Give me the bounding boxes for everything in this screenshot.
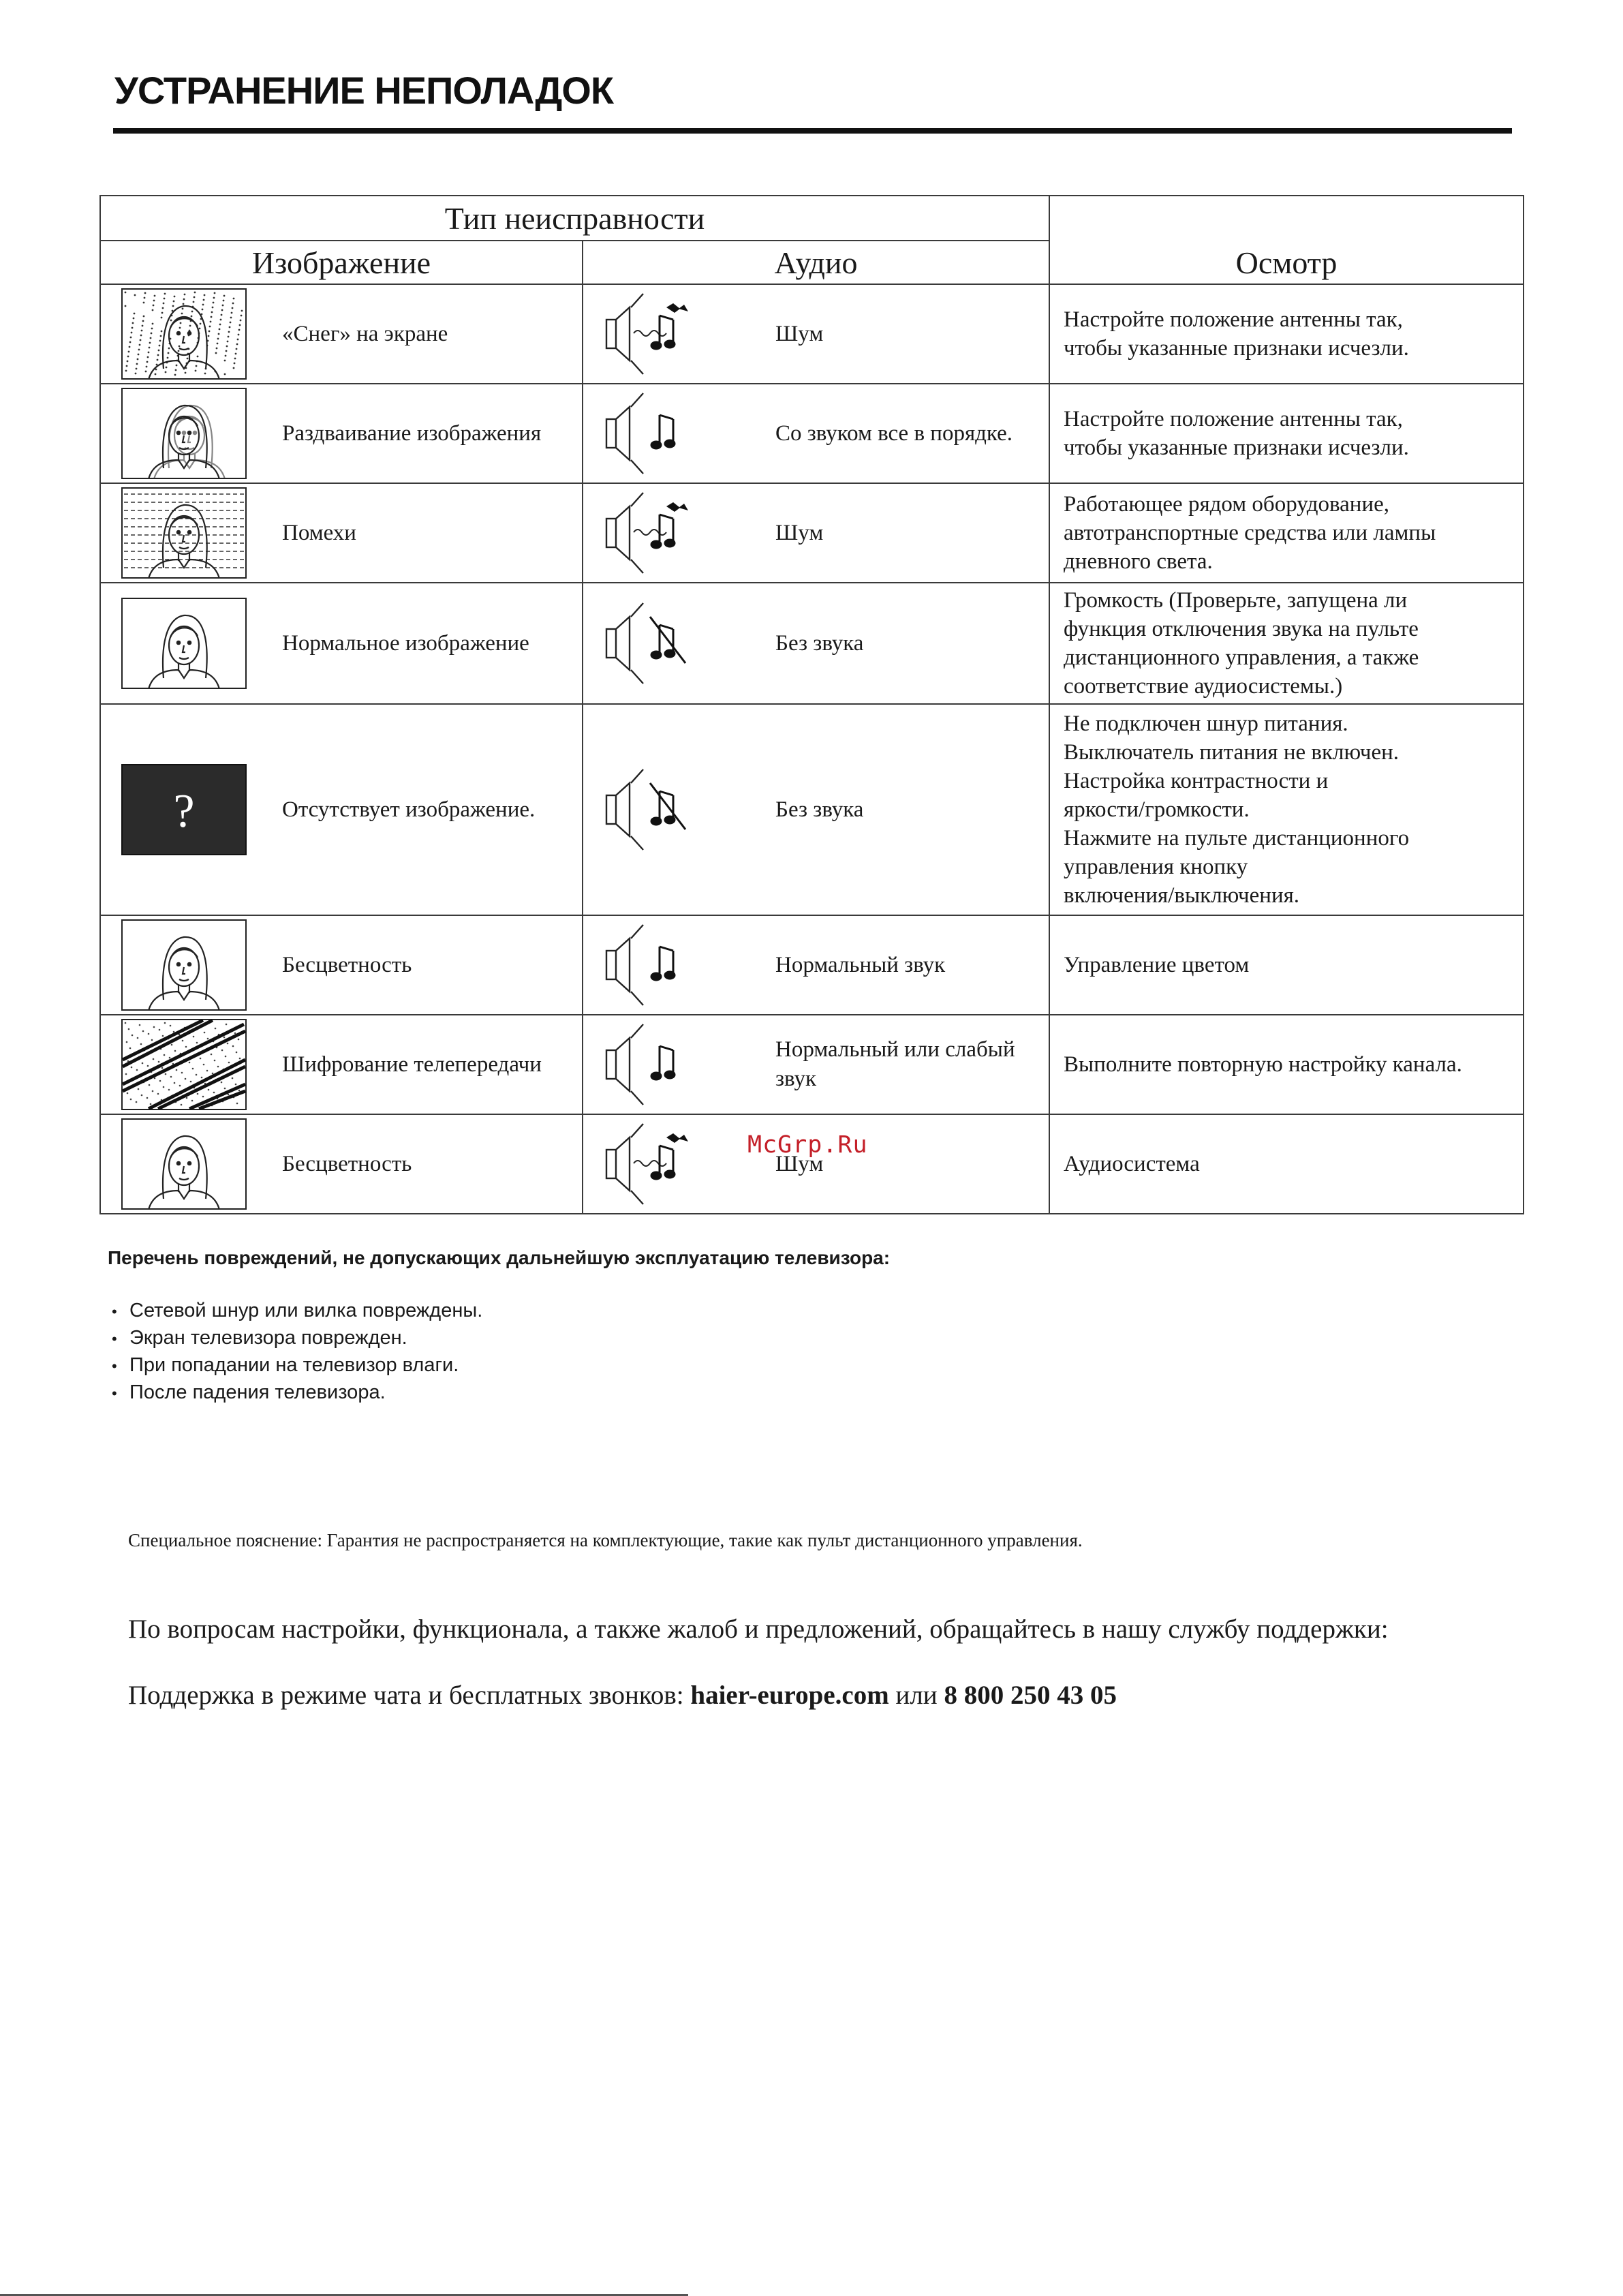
audio-cell — [583, 483, 1049, 583]
tv-stripes-thumbnail-icon — [121, 1019, 247, 1110]
inspection-line: включения/выключения. — [1064, 883, 1300, 908]
list-item: • При попадании на телевизор влаги. — [112, 1352, 482, 1379]
inspection-line: Настройте положение антенны так, — [1064, 407, 1403, 431]
audio-symptom: Шум — [775, 520, 824, 545]
inspection-line: чтобы указанные признаки исчезли. — [1064, 435, 1409, 460]
support-or: или — [895, 1681, 938, 1710]
inspection-line: Нажмите на пульте дистанционного — [1064, 826, 1410, 851]
speaker-mute-icon — [600, 598, 691, 689]
speaker-noise-icon — [600, 288, 691, 380]
inspection-line: функция отключения звука на пульте — [1064, 617, 1419, 641]
damage-list — [112, 1298, 482, 1407]
audio-cell — [583, 1114, 1049, 1214]
image-symptom: Бесцветность — [282, 952, 412, 977]
inspection-cell — [1049, 915, 1524, 1015]
audio-symptom: Без звука — [775, 630, 864, 656]
tv-interference-thumbnail-icon — [121, 487, 247, 579]
image-symptom: «Снег» на экране — [282, 321, 448, 346]
table-row — [100, 284, 1524, 384]
speaker-normal-icon — [600, 388, 691, 479]
audio-cell — [583, 583, 1049, 704]
image-symptom: Раздваивание изображения — [282, 420, 542, 446]
speaker-normal-icon — [600, 1019, 691, 1110]
header-inspection: Осмотр — [1049, 196, 1524, 284]
image-cell — [100, 384, 583, 483]
tv-ghost-thumbnail-icon — [121, 388, 247, 479]
audio-symptom: Со звуком все в порядке. — [775, 420, 1013, 446]
audio-cell — [583, 284, 1049, 384]
list-item: • Экран телевизора поврежден. — [112, 1325, 482, 1352]
list-item: • После падения телевизора. — [112, 1379, 482, 1407]
header-audio: Аудио — [583, 241, 1049, 284]
tv-normal-thumbnail-icon — [121, 598, 247, 689]
audio-symptom: Нормальный или слабый звук — [775, 1037, 1015, 1091]
image-symptom: Отсутствует изображение. — [282, 797, 536, 822]
inspection-line: Работающее рядом оборудование, — [1064, 492, 1389, 517]
image-cell — [100, 284, 583, 384]
tv-normal-thumbnail-icon — [121, 919, 247, 1011]
audio-cell — [583, 704, 1049, 915]
image-cell — [100, 915, 583, 1015]
speaker-noise-icon — [600, 1118, 691, 1210]
support-site-link[interactable]: haier-europe.com — [690, 1681, 889, 1710]
inspection-line: Управление цветом — [1064, 953, 1250, 977]
damage-heading: Перечень повреждений, не допускающих дальнейшую эксплуатацию телевизора: — [108, 1247, 891, 1268]
table-row — [100, 583, 1524, 704]
table-row — [100, 483, 1524, 583]
header-image: Изображение — [100, 241, 583, 284]
list-item: • Сетевой шнур или вилка повреждены. — [112, 1298, 482, 1325]
table-row — [100, 384, 1524, 483]
support-text: По вопросам настройки, функционала, а также жалоб и предложений, обращайтесь в нашу службу поддержки: — [128, 1614, 1389, 1644]
support-phone[interactable]: 8 800 250 43 05 — [944, 1681, 1117, 1710]
image-symptom: Шифрование телепередачи — [282, 1052, 542, 1077]
inspection-cell — [1049, 1114, 1524, 1214]
support-prefix: Поддержка в режиме чата и бесплатных звонков: — [128, 1681, 684, 1710]
image-cell — [100, 704, 583, 915]
inspection-cell — [1049, 583, 1524, 704]
inspection-line: управления кнопку — [1064, 855, 1248, 879]
table-row — [100, 1114, 1524, 1214]
audio-symptom: Нормальный звук — [775, 952, 946, 977]
tv-question-thumbnail-icon — [121, 764, 247, 855]
warranty-note: Специальное пояснение: Гарантия не распространяется на комплектующие, такие как пульт дистанционного управления. — [128, 1530, 1083, 1550]
inspection-line: соответствие аудиосистемы.) — [1064, 674, 1343, 699]
image-symptom: Помехи — [282, 520, 356, 545]
audio-symptom: Без звука — [775, 797, 864, 822]
tv-snow-thumbnail-icon — [121, 288, 247, 380]
inspection-line: автотранспортные средства или лампы — [1064, 521, 1436, 545]
inspection-line: дистанционного управления, а также — [1064, 645, 1419, 670]
inspection-line: Настройте положение антенны так, — [1064, 307, 1403, 332]
troubleshooting-table — [99, 195, 1524, 1214]
image-symptom: Нормальное изображение — [282, 630, 529, 656]
audio-symptom: Шум — [775, 321, 824, 346]
table-row — [100, 704, 1524, 915]
audio-cell — [583, 915, 1049, 1015]
inspection-line: Не подключен шнур питания. — [1064, 711, 1348, 736]
inspection-cell — [1049, 384, 1524, 483]
inspection-line: яркости/громкости. — [1064, 797, 1250, 822]
image-cell — [100, 483, 583, 583]
image-cell — [100, 1015, 583, 1114]
table-row — [100, 1015, 1524, 1114]
inspection-line: Аудиосистема — [1064, 1152, 1200, 1176]
inspection-cell — [1049, 483, 1524, 583]
image-cell — [100, 1114, 583, 1214]
tv-normal-thumbnail-icon — [121, 1118, 247, 1210]
header-fault-type: Тип неисправности — [100, 196, 1049, 241]
inspection-line: Выключатель питания не включен. — [1064, 740, 1400, 765]
speaker-noise-icon — [600, 487, 691, 579]
inspection-line: Громкость (Проверьте, запущена ли — [1064, 588, 1408, 613]
audio-cell — [583, 384, 1049, 483]
page-title: УСТРАНЕНИЕ НЕПОЛАДОК — [114, 69, 614, 112]
audio-cell — [583, 1015, 1049, 1114]
inspection-line: Выполните повторную настройку канала. — [1064, 1052, 1462, 1077]
inspection-line: чтобы указанные признаки исчезли. — [1064, 336, 1409, 361]
watermark: McGrp.Ru — [747, 1131, 868, 1159]
image-symptom: Бесцветность — [282, 1151, 412, 1176]
inspection-cell — [1049, 704, 1524, 915]
inspection-line: дневного света. — [1064, 549, 1213, 574]
audio-symptom: Шум — [775, 1151, 824, 1176]
inspection-cell — [1049, 1015, 1524, 1114]
support-contacts — [128, 1680, 1117, 1711]
table-row — [100, 915, 1524, 1015]
speaker-normal-icon — [600, 919, 691, 1011]
question-mark-text: ? — [173, 785, 195, 838]
image-cell — [100, 583, 583, 704]
title-underline — [113, 128, 1512, 134]
speaker-mute-icon — [600, 764, 691, 855]
inspection-line: Настройка контрастности и — [1064, 769, 1329, 793]
inspection-cell — [1049, 284, 1524, 384]
